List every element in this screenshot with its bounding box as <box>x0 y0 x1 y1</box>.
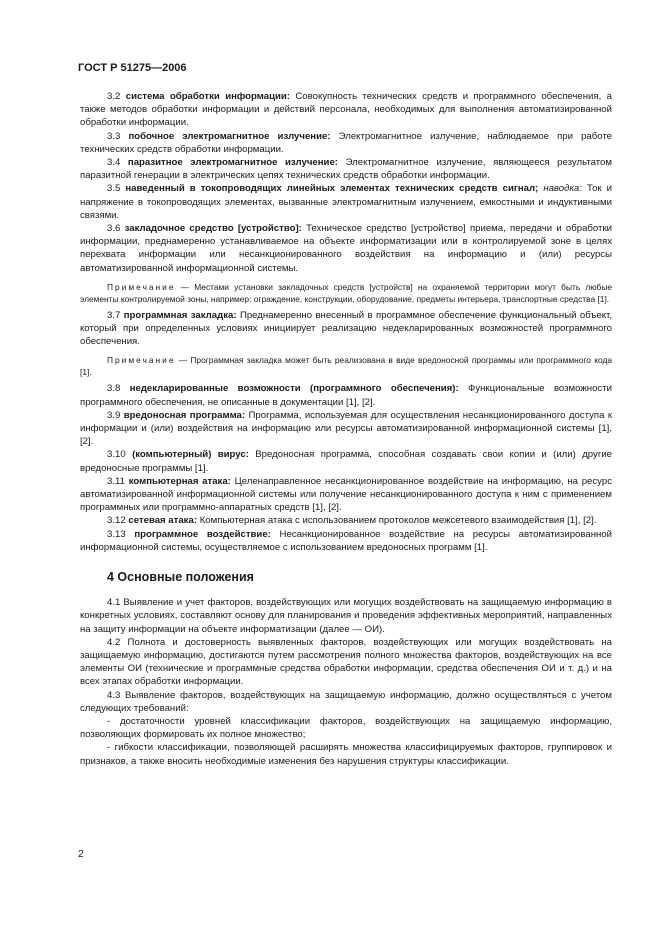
definition-text: Электромагнитное излучение, наблюдаемое при работе технических средств обработки информации. <box>80 130 613 155</box>
term: побочное электромагнитное излучение: <box>128 130 331 142</box>
term: сетевая атака: <box>128 515 198 527</box>
list-item: - гибкости классификации, позволяющей расширять множества классифицируемых факторов, группировок и признаков, а также вносить необходимые изменения без нарушения структуры классификации. <box>80 742 612 767</box>
term: программное воздействие: <box>134 528 271 540</box>
definition-3-5 <box>80 182 612 222</box>
definition-3-4 <box>80 156 612 182</box>
term: вредоносная программа: <box>123 409 246 421</box>
term-synonym: наводка: <box>543 183 582 195</box>
clause-number: 3.10 <box>107 449 126 461</box>
definition-text: Электромагнитное излучение, являющееся результатом паразитной генерации в электрических цепях технических средств обработки информации. <box>80 157 612 182</box>
clause-number: 3.7 <box>107 309 121 321</box>
definition-text: Техническое средство [устройство] приема, передачи и обработки информации, преднамеренно устанавливаемое на объекте информатизации или в контролируемой зоне в целях перехвата информации или несанкционированного воздействия на информацию и (или) ресурсы автоматизированной информационной системы. <box>80 223 613 274</box>
definition-text: Программа, используемая для осуществления несанкционированного доступа к информации и (или) воздействия на информацию или ресурсы автоматизированной информационной системы [1], [2]. <box>80 409 613 448</box>
note-label: Примечание <box>107 355 176 366</box>
paragraph-4-1: 4.1 Выявление и учет факторов, воздействующих или могущих воздействовать на защищаемую информацию в конкретных условиях, составляют основу для планирования и проведения эффективных мероприятий, направленных на защиту информации на объекте информатизации (далее — ОИ). <box>80 597 612 635</box>
clause-number: 3.2 <box>107 91 121 102</box>
paragraph-4-3: 4.3 Выявление факторов, воздействующих на защищаемую информацию, должно осуществляться с учетом следующих требований: <box>80 689 612 714</box>
page-number: 2 <box>78 849 84 860</box>
definition-3-12 <box>80 514 612 527</box>
term: система обработки информации: <box>125 91 290 102</box>
term: недекларированные возможности (программного обеспечения): <box>129 383 459 395</box>
definition-3-10 <box>80 448 612 474</box>
list-item: - достаточности уровней классификации факторов, воздействующих на защищаемую информацию, позволяющих формировать их полное множество; <box>80 715 612 741</box>
clause-number: 3.8 <box>107 383 121 395</box>
note-label: Примечание <box>107 281 176 292</box>
definition-text: Ток и напряжение в токопроводящих элементах, вызванные электромагнитным излучением, емкостными и индуктивными связями. <box>80 183 612 221</box>
clause-number: 3.4 <box>107 157 121 169</box>
definition-text: Несанкционированное воздействие на ресурсы автоматизированной информационной системы, осуществляемое с использованием вредоносных программ [1]. <box>80 528 612 553</box>
definition-3-13 <box>80 528 612 554</box>
clause-number: 3.12 <box>107 515 126 527</box>
definition-3-9 <box>80 409 612 449</box>
note-3-6 <box>80 281 612 305</box>
term: компьютерная атака: <box>128 475 231 487</box>
clause-number: 3.6 <box>107 223 121 235</box>
definition-3-2 <box>80 90 612 130</box>
note-text: — Местами установки закладочных средств [устройств] на охраняемой территории могут быть любые элементы контролируемой зоны, например: ограждение, конструкции, оборудование, предметы интерьера, транспортные средства [1]. <box>80 281 613 304</box>
definition-3-6 <box>80 222 612 275</box>
definition-3-8 <box>80 382 612 408</box>
paragraph-4-2: 4.2 Полнота и достоверность выявленных факторов, воздействующих или могущих воздействовать на защищаемую информацию, достигаются путем рассмотрения полного множества факторов, воздействующих на все элементы ОИ (технические и программные средства обработки информации, средства обеспечения ОИ и т. д.) и на всех этапах обработки информации. <box>80 636 612 688</box>
definition-text: Функциональные возможности программного обеспечения, не описанные в документации [1], [2]. <box>80 383 612 408</box>
definition-text: Целенаправленное несанкционированное воздействие на информацию, на ресурс автоматизированной информационной системы или получение несанкционированного доступа к ним с применением программных или программно-аппаратных средств [1], [2]. <box>80 475 612 514</box>
note-text: — Программная закладка может быть реализована в виде вредоносной программы или программного кода [1]. <box>80 355 612 378</box>
document-body <box>80 90 612 768</box>
note-3-7 <box>80 354 612 378</box>
section-heading: 4 Основные положения <box>107 570 254 585</box>
definition-text: Преднамеренно внесенный в программное обеспечение функциональный объект, который при определенных условиях инициирует реализацию недекларированных возможностей программного обеспечения. <box>80 309 613 348</box>
clause-number: 3.9 <box>107 409 121 421</box>
term: закладочное средство [устройство]: <box>124 223 302 235</box>
definition-text: Компьютерная атака с использованием протоколов межсетевого взаимодействия [1], [2]. <box>199 515 597 527</box>
definition-text: Совокупность технических средств и программного обеспечения, а также методов обработки информации и действий персонала, необходимых для выполнения автоматизированной обработки информации. <box>80 91 612 129</box>
term: паразитное электромагнитное излучение: <box>127 157 338 169</box>
clause-number: 3.5 <box>107 183 121 195</box>
clause-number: 3.3 <box>107 130 121 142</box>
definition-text: Вредоносная программа, способная создавать свои копии и (или) другие вредоносные программы [1]. <box>80 449 613 474</box>
definition-3-11 <box>80 475 612 515</box>
document-header: ГОСТ Р 51275—2006 <box>78 62 187 74</box>
definition-3-7 <box>80 309 612 349</box>
definition-3-3 <box>80 130 612 156</box>
term: программная закладка: <box>123 309 237 321</box>
clause-number: 3.11 <box>107 475 125 487</box>
clause-number: 3.13 <box>107 528 126 540</box>
term: наведенный в токопроводящих линейных элементах технических средств сигнал; <box>125 183 539 195</box>
term: (компьютерный) вирус: <box>132 449 249 461</box>
